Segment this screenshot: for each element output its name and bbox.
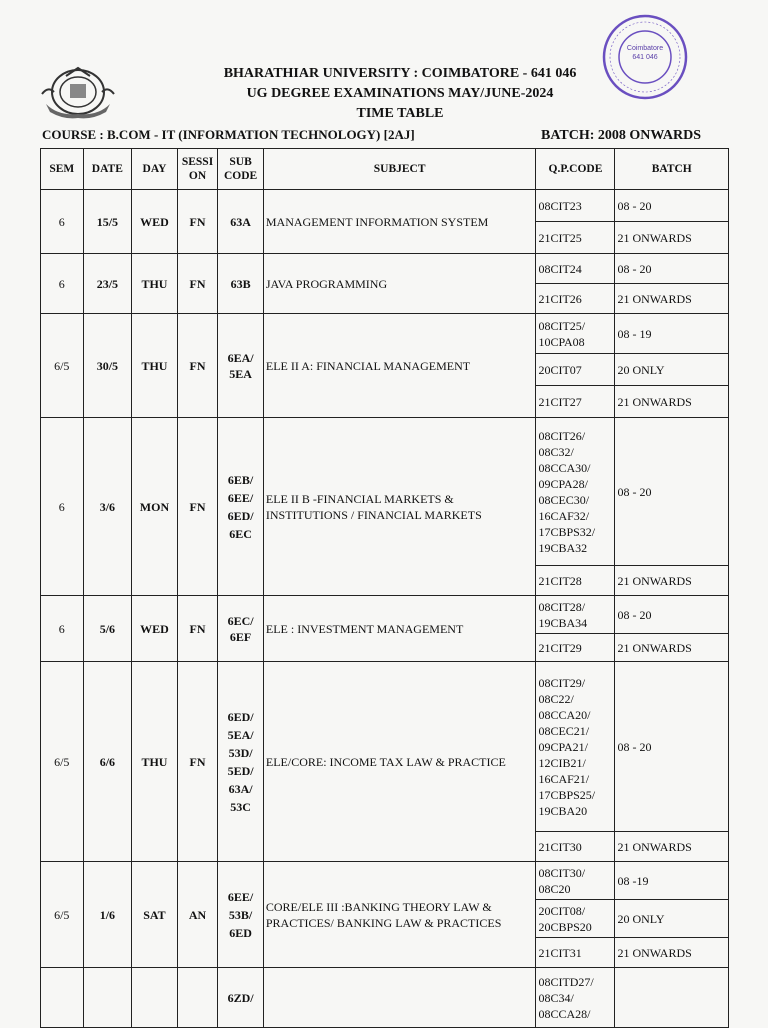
sub-code-line: 5EA/	[227, 727, 254, 742]
seal-line-1: Coimbatore	[626, 45, 664, 52]
qp-code-line: 08CIT23	[538, 198, 582, 213]
table-row	[41, 596, 729, 634]
qp-code-line: 08CCA20/	[538, 707, 591, 722]
qp-code-line: 08CCA28/	[538, 1006, 591, 1021]
qp-code-line: 21CIT30	[538, 839, 582, 854]
sub-code-cell	[218, 254, 264, 314]
qp-code-line: 08CIT25/	[538, 318, 586, 333]
qp-code-cell	[536, 354, 615, 386]
qp-code-cell	[536, 222, 615, 254]
sem-cell: 6	[41, 190, 84, 254]
qp-code-line: 16CAF21/	[538, 771, 590, 786]
qp-code-line: 08C34/	[538, 990, 574, 1005]
qp-code-cell	[536, 314, 615, 354]
date-cell: 15/5	[83, 190, 132, 254]
exam-name: UG DEGREE EXAMINATIONS MAY/JUNE-2024	[246, 86, 554, 101]
qp-code-line: 08C22/	[538, 691, 574, 706]
qp-code-line: 21CIT31	[538, 945, 582, 960]
qp-code-line: 09CPA21/	[538, 739, 589, 754]
sem-cell: 6/5	[41, 862, 84, 968]
sem-cell: 6/5	[41, 314, 84, 418]
qp-code-line: 20CIT08/	[538, 903, 586, 918]
qp-code-line: 08C32/	[538, 444, 574, 459]
session-cell: FN	[177, 190, 218, 254]
table-header-row	[41, 149, 729, 190]
qp-code-line: 19CBA20	[538, 803, 588, 818]
qp-code-cell	[536, 938, 615, 968]
qp-code-line: 08CIT29/	[538, 675, 586, 690]
qp-code-line: 08CIT28/	[538, 599, 586, 614]
date-cell: 23/5	[83, 254, 132, 314]
qp-code-cell	[536, 862, 615, 900]
sub-code-cell	[218, 968, 264, 1028]
sub-code-line: 6ZD/	[227, 990, 254, 1005]
university-name: BHARATHIAR UNIVERSITY : COIMBATORE - 641 046	[223, 66, 577, 81]
date-cell: 30/5	[83, 314, 132, 418]
qp-code-line: 21CIT29	[538, 640, 582, 655]
qp-code-line: 20CBPS20	[538, 919, 592, 934]
date-cell: 3/6	[83, 418, 132, 596]
sub-code-line: 63A/	[228, 781, 253, 796]
table-row	[41, 968, 729, 1028]
qp-code-line: 21CIT25	[538, 230, 582, 245]
sub-code-line: 6EA/	[227, 350, 254, 365]
qp-code-line: 20CIT07	[538, 362, 582, 377]
sub-code-line: 6EE/	[227, 490, 254, 505]
seal-line-2: 641 046	[632, 54, 658, 61]
sub-code-cell	[218, 662, 264, 862]
qp-code-line: 08C20	[538, 881, 571, 896]
timetable	[40, 148, 729, 1028]
sub-code-line: 5EA	[229, 366, 252, 381]
qp-code-line: 08CIT24	[538, 261, 582, 276]
qp-code-line: 21CIT28	[538, 573, 582, 588]
date-cell: 6/6	[83, 662, 132, 862]
col-sem: SEM	[41, 149, 84, 190]
qp-code-cell	[536, 566, 615, 596]
batch-cell	[615, 968, 729, 1028]
session-cell	[177, 968, 218, 1028]
qp-code-cell	[536, 634, 615, 662]
qp-code-cell	[536, 662, 615, 832]
day-cell: THU	[132, 662, 178, 862]
table-row	[41, 190, 729, 222]
table-row	[41, 862, 729, 900]
sub-code-line: 6EC/	[227, 613, 254, 628]
batch-cell: 21 ONWARDS	[615, 938, 729, 968]
table-row	[41, 662, 729, 832]
qp-code-line: 21CIT27	[538, 394, 582, 409]
batch-cell: 08 - 20	[615, 418, 729, 566]
session-cell: FN	[177, 314, 218, 418]
batch-cell: 21 ONWARDS	[615, 566, 729, 596]
qp-code-line: 08CEC30/	[538, 492, 590, 507]
session-cell: FN	[177, 254, 218, 314]
day-cell	[132, 968, 178, 1028]
batch-cell: 08 - 20	[615, 190, 729, 222]
day-cell: SAT	[132, 862, 178, 968]
batch-cell: 08 -19	[615, 862, 729, 900]
col-sub-code: SUB CODE	[218, 149, 264, 190]
day-cell: WED	[132, 190, 178, 254]
batch-cell: 08 - 20	[615, 596, 729, 634]
day-cell: WED	[132, 596, 178, 662]
qp-code-line: 10CPA08	[538, 334, 585, 349]
qp-code-line: 08CITD27/	[538, 974, 594, 989]
qp-code-cell	[536, 832, 615, 862]
session-cell: FN	[177, 418, 218, 596]
qp-code-cell	[536, 968, 615, 1028]
batch-cell: 08 - 19	[615, 314, 729, 354]
table-row	[41, 418, 729, 566]
sub-code-line: 6ED/	[227, 709, 254, 724]
date-cell: 1/6	[83, 862, 132, 968]
qp-code-line: 16CAF32/	[538, 508, 590, 523]
batch-cell: 21 ONWARDS	[615, 832, 729, 862]
batch-cell: 21 ONWARDS	[615, 284, 729, 314]
subject-cell: ELE : INVESTMENT MANAGEMENT	[263, 596, 536, 662]
sub-code-cell	[218, 418, 264, 596]
batch-label: BATCH: 2008 ONWARDS	[541, 128, 701, 143]
sub-code-line: 6EC	[229, 526, 252, 541]
qp-code-cell	[536, 254, 615, 284]
qp-code-line: 08CIT26/	[538, 428, 586, 443]
date-cell	[83, 968, 132, 1028]
col-day: DAY	[132, 149, 178, 190]
qp-code-line: 19CBA32	[538, 540, 588, 555]
sub-code-line: 6EB/	[227, 472, 254, 487]
qp-code-line: 08CCA30/	[538, 460, 591, 475]
batch-cell: 21 ONWARDS	[615, 386, 729, 418]
qp-code-cell	[536, 284, 615, 314]
batch-cell: 08 - 20	[615, 662, 729, 832]
qp-code-cell	[536, 596, 615, 634]
subject-cell: JAVA PROGRAMMING	[263, 254, 536, 314]
course-name: COURSE : B.COM - IT (INFORMATION TECHNOLOGY) [2AJ]	[42, 127, 415, 142]
table-row	[41, 314, 729, 354]
document-title: TIME TABLE	[356, 106, 444, 121]
sem-cell	[41, 968, 84, 1028]
sub-code-line: 6ED	[229, 925, 252, 940]
batch-cell: 21 ONWARDS	[615, 222, 729, 254]
university-logo-icon	[40, 64, 116, 120]
day-cell: MON	[132, 418, 178, 596]
sub-code-cell	[218, 190, 264, 254]
sem-cell: 6	[41, 418, 84, 596]
session-cell: FN	[177, 662, 218, 862]
sem-cell: 6	[41, 254, 84, 314]
sub-code-line: 6ED/	[227, 508, 254, 523]
batch-cell: 08 - 20	[615, 254, 729, 284]
batch-cell: 20 ONLY	[615, 354, 729, 386]
col-subject: SUBJECT	[263, 149, 536, 190]
col-qp-code: Q.P.CODE	[536, 149, 615, 190]
sub-code-line: 63A	[230, 214, 251, 229]
col-session: SESSI ON	[177, 149, 218, 190]
sub-code-cell	[218, 862, 264, 968]
subject-cell: ELE/CORE: INCOME TAX LAW & PRACTICE	[263, 662, 536, 862]
qp-code-cell	[536, 418, 615, 566]
qp-code-line: 08CEC21/	[538, 723, 590, 738]
sub-code-line: 53B/	[228, 907, 253, 922]
sem-cell: 6	[41, 596, 84, 662]
qp-code-line: 21CIT26	[538, 291, 582, 306]
day-cell: THU	[132, 314, 178, 418]
sub-code-line: 5ED/	[227, 763, 254, 778]
subject-cell: ELE II A: FINANCIAL MANAGEMENT	[263, 314, 536, 418]
sub-code-cell	[218, 596, 264, 662]
timetable-body	[41, 190, 729, 1028]
sem-cell: 6/5	[41, 662, 84, 862]
subject-cell: MANAGEMENT INFORMATION SYSTEM	[263, 190, 536, 254]
qp-code-line: 09CPA28/	[538, 476, 589, 491]
sub-code-line: 53C	[230, 799, 251, 814]
subject-cell: CORE/ELE III :BANKING THEORY LAW & PRACTICES/ BANKING LAW & PRACTICES	[263, 862, 536, 968]
subject-cell	[263, 968, 536, 1028]
session-cell: AN	[177, 862, 218, 968]
date-cell: 5/6	[83, 596, 132, 662]
sub-code-line: 6EF	[229, 629, 252, 644]
sub-code-line: 63B	[230, 276, 251, 291]
qp-code-cell	[536, 900, 615, 938]
qp-code-line: 12CIB21/	[538, 755, 586, 770]
qp-code-line: 17CBPS25/	[538, 787, 596, 802]
qp-code-cell	[536, 386, 615, 418]
sub-code-cell	[218, 314, 264, 418]
subject-cell: ELE II B -FINANCIAL MARKETS & INSTITUTIONS / FINANCIAL MARKETS	[263, 418, 536, 596]
table-row	[41, 254, 729, 284]
col-date: DATE	[83, 149, 132, 190]
session-cell: FN	[177, 596, 218, 662]
batch-cell: 20 ONLY	[615, 900, 729, 938]
col-batch: BATCH	[615, 149, 729, 190]
qp-code-cell	[536, 190, 615, 222]
sub-code-line: 53D/	[228, 745, 253, 760]
batch-cell: 21 ONWARDS	[615, 634, 729, 662]
sub-code-line: 6EE/	[227, 889, 254, 904]
qp-code-line: 08CIT30/	[538, 865, 586, 880]
qp-code-line: 17CBPS32/	[538, 524, 596, 539]
qp-code-line: 19CBA34	[538, 615, 588, 630]
day-cell: THU	[132, 254, 178, 314]
